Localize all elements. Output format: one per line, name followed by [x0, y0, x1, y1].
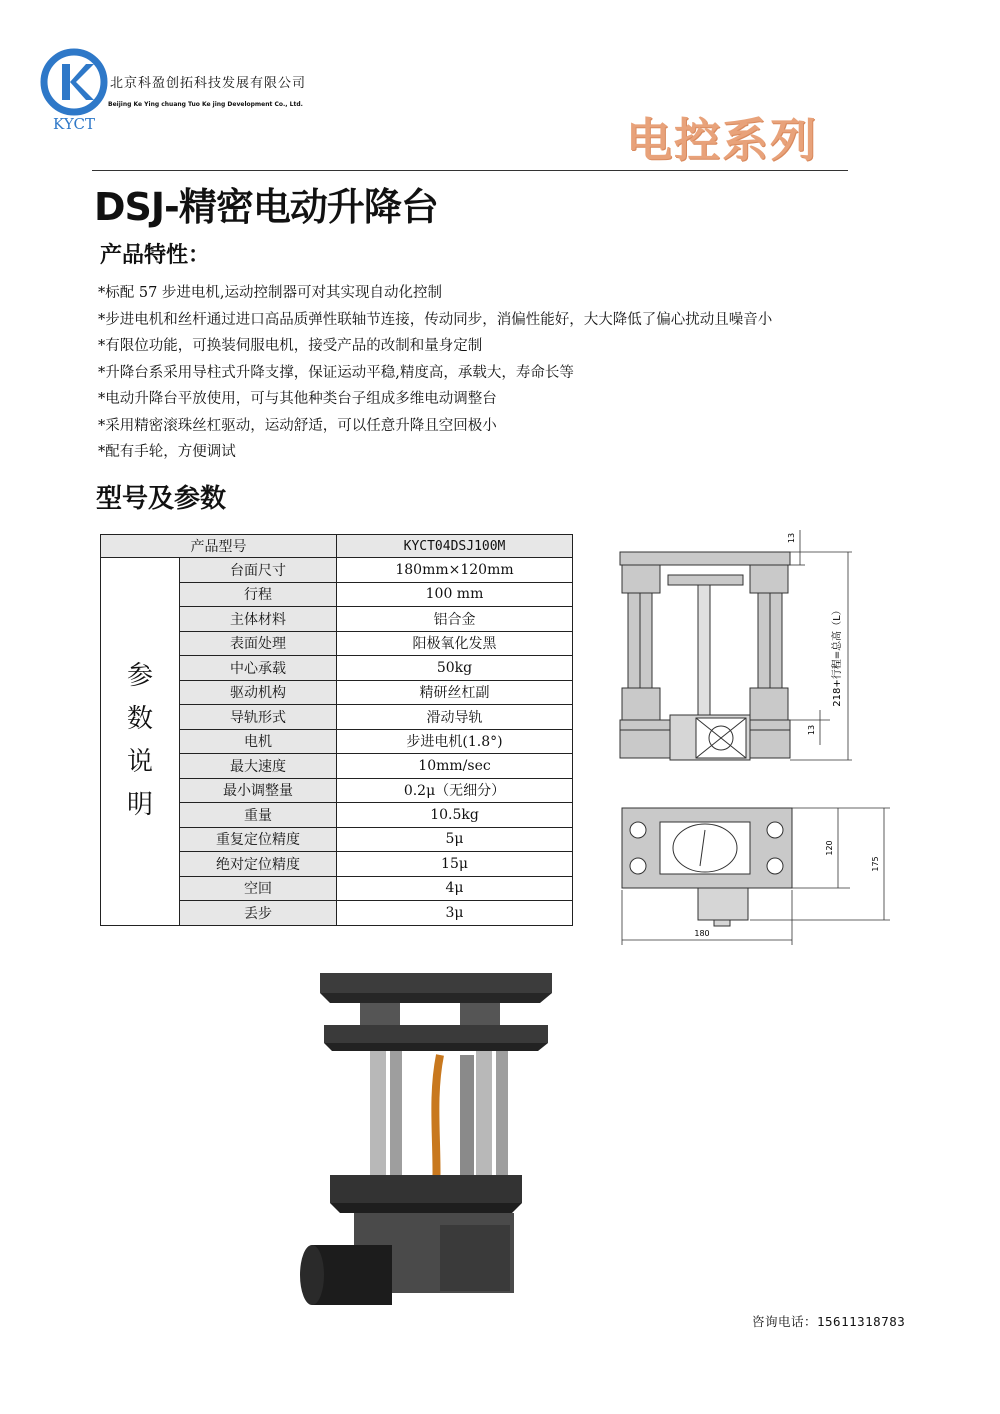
spec-value: 精研丝杠副: [337, 680, 573, 705]
spec-label: 绝对定位精度: [180, 852, 337, 877]
table-header-row: [101, 535, 573, 558]
spec-value: 50kg: [337, 656, 573, 681]
dim-175: 175: [871, 856, 880, 872]
spec-label: 中心承载: [180, 656, 337, 681]
header-divider: [92, 170, 848, 171]
feature-item: *升降台系采用导柱式升降支撑，保证运动平稳,精度高，承载大，寿命长等: [98, 364, 574, 381]
dim-120: 120: [825, 840, 834, 856]
feature-item: *有限位功能，可换装伺服电机，接受产品的改制和量身定制: [98, 338, 483, 354]
spec-label: 导轨形式: [180, 705, 337, 730]
spec-value: 滑动导轨: [337, 705, 573, 730]
company-name-en: Beijing Ke Ying chuang Tuo Ke jing Development Co., Ltd.: [108, 101, 303, 108]
spec-value: 4μ: [337, 876, 573, 901]
spec-label: 重量: [180, 803, 337, 828]
feature-item: *采用精密滚珠丝杠驱动，运动舒适，可以任意升降且空回极小: [98, 417, 497, 434]
table-row: [101, 558, 573, 583]
dim-180: 180: [694, 929, 710, 938]
side-view-drawing: [590, 520, 890, 770]
company-logo: [40, 48, 108, 134]
dim-total-height: 218+行程=总高（L）: [832, 605, 843, 707]
model-value: KYCT04DSJ100M: [337, 535, 573, 558]
spec-value: 3μ: [337, 901, 573, 926]
feature-item: *标配 57 步进电机,运动控制器可对其实现自动化控制: [98, 285, 443, 301]
spec-label: 最大速度: [180, 754, 337, 779]
spec-label: 丢步: [180, 901, 337, 926]
model-label: 产品型号: [101, 535, 337, 558]
spec-label: 重复定位精度: [180, 827, 337, 852]
spec-label: 台面尺寸: [180, 558, 337, 583]
spec-value: 10.5kg: [337, 803, 573, 828]
spec-value: 0.2μ（无细分）: [337, 778, 573, 803]
spec-heading: 型号及参数: [96, 484, 227, 514]
spec-label: 驱动机构: [180, 680, 337, 705]
spec-value: 5μ: [337, 827, 573, 852]
product-photo: [290, 965, 580, 1340]
spec-label: 最小调整量: [180, 778, 337, 803]
features-heading: 产品特性：: [100, 243, 211, 268]
spec-value: 步进电机(1.8°): [337, 729, 573, 754]
spec-table: [100, 534, 573, 926]
spec-value: 阳极氧化发黑: [337, 631, 573, 656]
spec-value: 铝合金: [337, 607, 573, 632]
page-title: DSJ-精密电动升降台: [94, 185, 438, 229]
side-label: 参数说明: [126, 661, 153, 821]
feature-item: *步进电机和丝杆通过进口高品质弹性联轴节连接，传动同步，消偏性能好，大大降低了偏心扰动且噪音小: [98, 311, 773, 328]
logo-text: KYCT: [53, 115, 95, 133]
spec-value: 15μ: [337, 852, 573, 877]
top-view-drawing: [590, 800, 890, 950]
spec-value: 10mm/sec: [337, 754, 573, 779]
spec-label: 电机: [180, 729, 337, 754]
feature-item: *电动升降台平放使用，可与其他种类台子组成多维电动调整台: [98, 391, 497, 407]
dim-13-top: 13: [787, 532, 796, 544]
feature-item: *配有手轮，方便调试: [98, 444, 236, 460]
dim-13-mid: 13: [807, 724, 816, 736]
side-label-cell: [101, 558, 180, 926]
spec-value: 100 mm: [337, 582, 573, 607]
spec-label: 行程: [180, 582, 337, 607]
feature-list: [98, 280, 772, 466]
spec-label: 主体材料: [180, 607, 337, 632]
contact-phone: 咨询电话：15611318783: [752, 1314, 906, 1329]
spec-value: 180mm×120mm: [337, 558, 573, 583]
spec-label: 空回: [180, 876, 337, 901]
series-title: 电控系列: [626, 113, 818, 167]
company-name-cn: 北京科盈创拓科技发展有限公司: [110, 76, 307, 91]
spec-label: 表面处理: [180, 631, 337, 656]
